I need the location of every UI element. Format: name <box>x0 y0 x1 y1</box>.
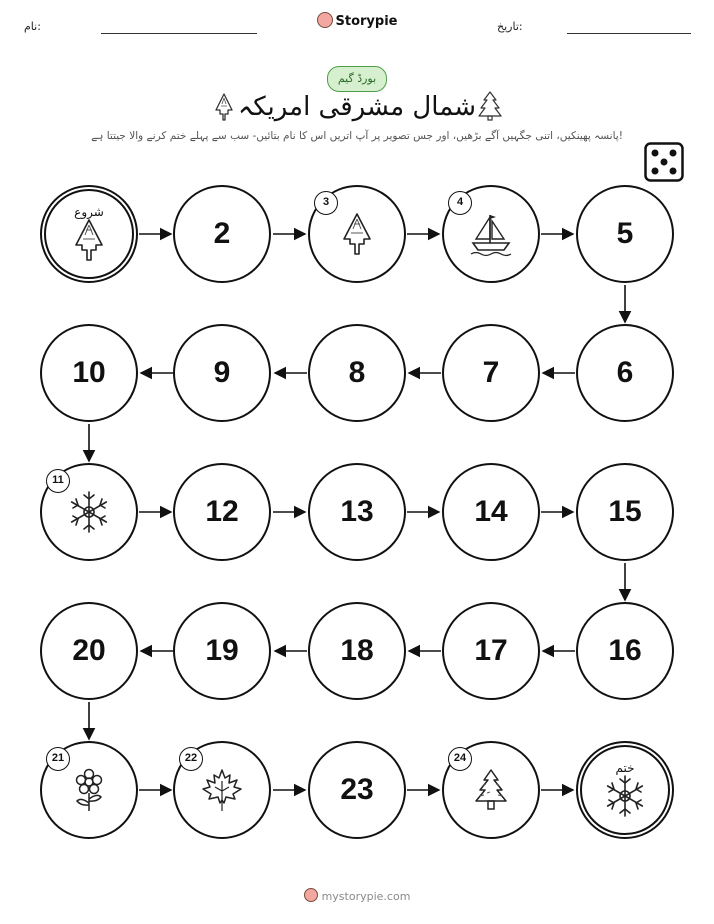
board-space-11 <box>40 463 138 561</box>
pine-tree-icon <box>476 90 504 122</box>
footer-url: mystorypie.com <box>321 890 411 903</box>
space-number: 5 <box>616 217 634 250</box>
flower-icon <box>66 767 112 813</box>
space-number: 2 <box>213 217 231 250</box>
board-space-15 <box>576 463 674 561</box>
space-number: 15 <box>608 495 642 528</box>
board-space-22 <box>173 741 271 839</box>
board-space-23 <box>308 741 406 839</box>
board-space-2 <box>173 185 271 283</box>
board-space-10 <box>40 324 138 422</box>
board-space-14 <box>442 463 540 561</box>
board-space-16 <box>576 602 674 700</box>
space-number-badge: 11 <box>46 469 70 493</box>
board-space-7 <box>442 324 540 422</box>
space-number: 19 <box>205 634 239 667</box>
board-space-12 <box>173 463 271 561</box>
space-number-badge: 4 <box>448 191 472 215</box>
space-number-badge: 22 <box>179 747 203 771</box>
name-line <box>101 33 257 34</box>
space-number: 6 <box>616 356 634 389</box>
board-space-24 <box>442 741 540 839</box>
board-space-8 <box>308 324 406 422</box>
board-space-18 <box>308 602 406 700</box>
board-space-9 <box>173 324 271 422</box>
instructions: پانسہ پھینکیں، اتنی جگہیں آگے بڑھیں، اور جس تصویر پر آپ اتریں اس کا نام بتائیں- سب سے پہلے ختم کرنے والا جیتتا ہے! <box>91 130 623 142</box>
date-label: تاریخ: <box>497 20 523 33</box>
space-number: 14 <box>474 495 508 528</box>
board-space-20 <box>40 602 138 700</box>
space-number: 18 <box>340 634 374 667</box>
arrowhead-icon <box>334 211 380 257</box>
space-number: 13 <box>340 495 374 528</box>
board-space-3 <box>308 185 406 283</box>
brand-logo <box>0 12 714 29</box>
space-number: 16 <box>608 634 642 667</box>
start-space <box>40 185 138 283</box>
board-space-19 <box>173 602 271 700</box>
finish-label: ختم <box>615 761 635 775</box>
space-number-badge: 3 <box>314 191 338 215</box>
space-number: 20 <box>72 634 106 667</box>
space-number: 9 <box>213 356 231 389</box>
board-space-13 <box>308 463 406 561</box>
space-number: 10 <box>72 356 106 389</box>
space-number: 12 <box>205 495 239 528</box>
space-number: 23 <box>340 773 374 806</box>
footer <box>0 888 714 903</box>
sailboat-icon <box>468 211 514 257</box>
space-number-badge: 21 <box>46 747 70 771</box>
finish-space <box>576 741 674 839</box>
board-space-17 <box>442 602 540 700</box>
board-space-6 <box>576 324 674 422</box>
space-number: 7 <box>482 356 500 389</box>
board-space-5 <box>576 185 674 283</box>
space-number-badge: 24 <box>448 747 472 771</box>
board-space-21 <box>40 741 138 839</box>
board-game-badge: بورڈ گیم <box>327 66 387 92</box>
space-number: 8 <box>348 356 366 389</box>
date-line <box>567 33 691 34</box>
start-label: شروع <box>74 205 104 219</box>
maple-leaf-icon <box>199 767 245 813</box>
dice-icon <box>644 142 684 182</box>
page-title: شمال مشرقی امریکہ <box>237 92 477 122</box>
brand-name: Storypie <box>335 14 398 29</box>
storypie-logo-icon <box>317 12 333 28</box>
pine-tree-icon <box>468 767 514 813</box>
snowflake-icon <box>66 489 112 535</box>
board-space-4 <box>442 185 540 283</box>
name-label: نام: <box>24 20 41 33</box>
storypie-logo-icon <box>304 888 318 902</box>
space-number: 17 <box>474 634 508 667</box>
